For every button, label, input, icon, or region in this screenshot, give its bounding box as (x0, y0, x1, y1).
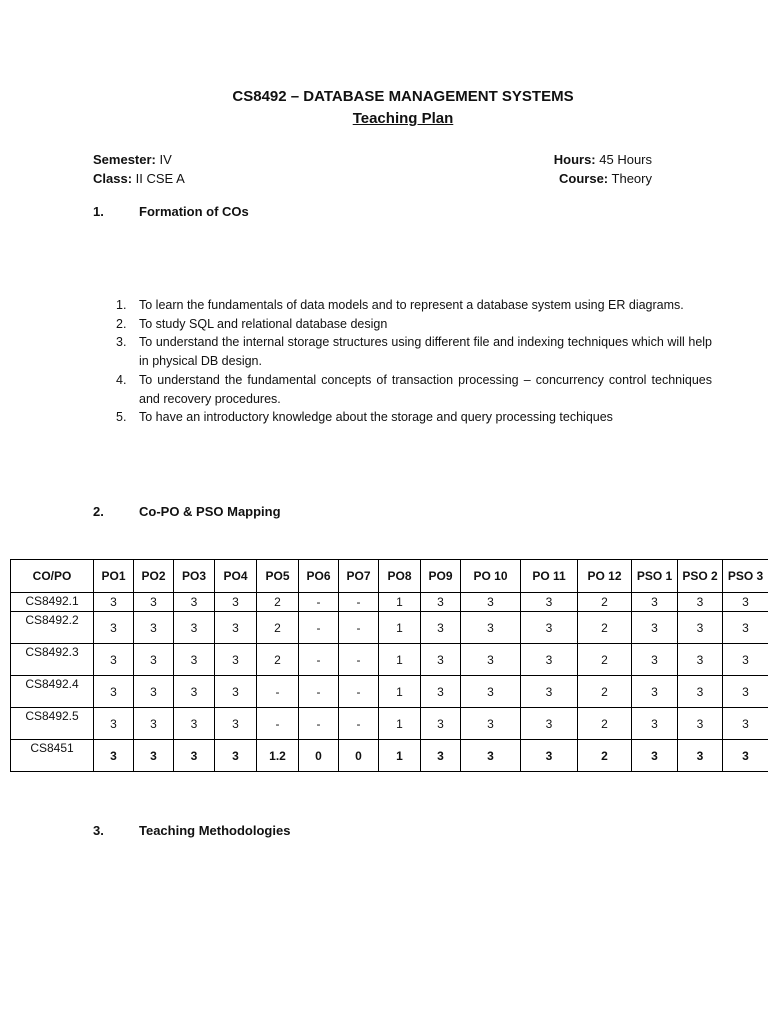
page-subtitle: Teaching Plan (352, 110, 454, 127)
list-item (112, 315, 712, 334)
table-cell: 3 (421, 644, 461, 676)
table-cell: 3 (632, 612, 678, 644)
page-title: CS8492 – DATABASE MANAGEMENT SYSTEMS (232, 88, 574, 105)
table-cell: - (299, 612, 339, 644)
table-cell: 3 (421, 708, 461, 740)
column-header: PO1 (94, 560, 134, 593)
row-header-co: CS8492.1 (11, 593, 94, 612)
semester-line (93, 150, 185, 169)
hours-value: 45 Hours (599, 152, 652, 167)
table-cell: 3 (632, 708, 678, 740)
table-cell: 2 (578, 708, 632, 740)
table-cell: 3 (632, 676, 678, 708)
table-cell: 2 (578, 644, 632, 676)
table-cell: 2 (257, 644, 299, 676)
table-cell: 3 (521, 593, 578, 612)
table-cell: 0 (339, 740, 379, 772)
table-cell: 3 (215, 676, 257, 708)
list-number: 3. (116, 335, 127, 350)
table-cell: 3 (678, 593, 723, 612)
table-cell: 3 (632, 740, 678, 772)
course-objectives-list (112, 296, 712, 427)
table-cell: 2 (578, 740, 632, 772)
table-cell: - (339, 593, 379, 612)
table-cell: - (257, 676, 299, 708)
column-header: PSO 2 (678, 560, 723, 593)
row-header-co: CS8492.3 (11, 644, 94, 676)
table-cell: 3 (94, 740, 134, 772)
table-cell: 3 (94, 676, 134, 708)
table-cell: 3 (461, 708, 521, 740)
table-cell: 3 (134, 708, 174, 740)
table-cell: 1 (379, 644, 421, 676)
table-cell: 3 (134, 593, 174, 612)
row-header-co: CS8492.4 (11, 676, 94, 708)
list-item (112, 296, 712, 315)
column-header: PO 10 (461, 560, 521, 593)
list-item (112, 371, 712, 408)
list-number: 1. (116, 298, 127, 312)
table-cell: 3 (461, 612, 521, 644)
class-value: II CSE A (135, 171, 185, 186)
table-body (11, 593, 768, 772)
table-cell: 3 (461, 676, 521, 708)
table-cell: 3 (723, 708, 768, 740)
table-cell: 3 (521, 676, 578, 708)
co-po-mapping-table (10, 559, 768, 772)
table-cell: 3 (632, 644, 678, 676)
table-cell: 3 (174, 593, 215, 612)
table-cell: 1 (379, 708, 421, 740)
table-cell: 2 (257, 612, 299, 644)
table-cell: 3 (521, 740, 578, 772)
table-cell: 3 (723, 644, 768, 676)
column-header: PO7 (339, 560, 379, 593)
table-cell: 3 (678, 676, 723, 708)
table-cell: 3 (215, 593, 257, 612)
table-cell: 3 (94, 644, 134, 676)
course-label: Course: (559, 171, 609, 186)
table-cell: 3 (421, 612, 461, 644)
column-header: PO8 (379, 560, 421, 593)
list-number: 2. (116, 316, 127, 331)
table-cell: 3 (461, 593, 521, 612)
table-cell: 3 (215, 612, 257, 644)
table-cell: 3 (678, 708, 723, 740)
table-cell: 1.2 (257, 740, 299, 772)
table-cell: - (257, 708, 299, 740)
column-header: PO 12 (578, 560, 632, 593)
hours-label: Hours: (553, 152, 596, 167)
table-cell: 3 (521, 644, 578, 676)
table-cell: 3 (174, 740, 215, 772)
table-cell: 3 (421, 593, 461, 612)
list-number: 4. (116, 372, 127, 387)
table-row (11, 644, 768, 676)
table-cell: 1 (379, 593, 421, 612)
class-line (93, 169, 185, 188)
table-cell: 3 (134, 644, 174, 676)
section-heading-mapping (93, 504, 281, 519)
table-cell: 3 (632, 593, 678, 612)
table-row (11, 612, 768, 644)
table-cell: 3 (678, 644, 723, 676)
section-number: 3. (93, 823, 104, 838)
column-header: PSO 1 (632, 560, 678, 593)
table-cell: 2 (578, 593, 632, 612)
table-cell: - (299, 644, 339, 676)
table-cell: 3 (94, 593, 134, 612)
table-cell: 3 (461, 740, 521, 772)
table-cell: 3 (94, 612, 134, 644)
table-cell: 3 (421, 740, 461, 772)
table-cell: 3 (215, 708, 257, 740)
table-cell: 2 (578, 676, 632, 708)
table-header-row (11, 560, 768, 593)
column-header: PO4 (215, 560, 257, 593)
column-header-co-po: CO/PO (11, 560, 94, 593)
list-number: 5. (116, 410, 127, 425)
column-header: PO2 (134, 560, 174, 593)
row-header-co: CS8492.5 (11, 708, 94, 740)
hours-line (554, 150, 652, 169)
table-row (11, 676, 768, 708)
list-item (112, 408, 712, 427)
meta-left (93, 150, 185, 188)
list-text: To learn the fundamentals of data models and to represent a database system using ER diagrams. (139, 298, 684, 312)
table-cell: 3 (521, 612, 578, 644)
table-cell: 1 (379, 612, 421, 644)
list-text: To understand the internal storage structures using different file and indexing techniques which will help in physical DB design. (139, 335, 712, 369)
list-item (112, 333, 712, 370)
section-number: 1. (93, 204, 104, 219)
table-cell: 2 (578, 612, 632, 644)
section-title: Co-PO & PSO Mapping (139, 504, 281, 519)
list-text: To study SQL and relational database design (139, 316, 388, 331)
table-cell: 3 (174, 708, 215, 740)
column-header: PO9 (421, 560, 461, 593)
table-cell: 3 (134, 676, 174, 708)
table-cell: 2 (257, 593, 299, 612)
column-header: PO 11 (521, 560, 578, 593)
table-cell: 3 (215, 740, 257, 772)
table-cell: - (299, 593, 339, 612)
column-header: PO6 (299, 560, 339, 593)
table-cell: 3 (723, 676, 768, 708)
table-cell: 3 (174, 644, 215, 676)
table-cell: - (339, 612, 379, 644)
table-cell: - (339, 676, 379, 708)
column-header: PO3 (174, 560, 215, 593)
meta-right (554, 150, 652, 188)
table-cell: 3 (723, 593, 768, 612)
class-label: Class: (93, 171, 133, 186)
table-cell: - (339, 708, 379, 740)
section-title: Teaching Methodologies (139, 823, 291, 838)
table-cell: - (339, 644, 379, 676)
table-cell: 3 (723, 740, 768, 772)
table-cell: 1 (379, 740, 421, 772)
table-cell: 3 (461, 644, 521, 676)
row-header-co: CS8451 (11, 740, 94, 772)
table-cell: 3 (215, 644, 257, 676)
table-cell: 3 (94, 708, 134, 740)
table-cell: 0 (299, 740, 339, 772)
semester-label: Semester: (93, 152, 156, 167)
table-cell: 3 (723, 612, 768, 644)
section-heading-cos (93, 204, 249, 219)
table-cell: 3 (678, 612, 723, 644)
table-cell: 3 (678, 740, 723, 772)
course-value: Theory (611, 171, 652, 186)
table-cell: 3 (134, 612, 174, 644)
table-row (11, 593, 768, 612)
table-cell: - (299, 676, 339, 708)
column-header: PSO 3 (723, 560, 768, 593)
semester-value: IV (159, 152, 172, 167)
table-row (11, 708, 768, 740)
table-cell: 1 (379, 676, 421, 708)
list-text: To understand the fundamental concepts of transaction processing – concurrency control techniques and recovery procedures. (139, 372, 712, 406)
section-heading-methodologies (93, 823, 290, 838)
row-header-co: CS8492.2 (11, 612, 94, 644)
table-row (11, 740, 768, 772)
table-cell: - (299, 708, 339, 740)
table-cell: 3 (421, 676, 461, 708)
table-cell: 3 (521, 708, 578, 740)
table-cell: 3 (134, 740, 174, 772)
column-header: PO5 (257, 560, 299, 593)
course-line (554, 169, 652, 188)
table-cell: 3 (174, 612, 215, 644)
section-number: 2. (93, 504, 104, 519)
table-cell: 3 (174, 676, 215, 708)
list-text: To have an introductory knowledge about the storage and query processing techiques (139, 410, 613, 425)
section-title: Formation of COs (139, 204, 249, 219)
